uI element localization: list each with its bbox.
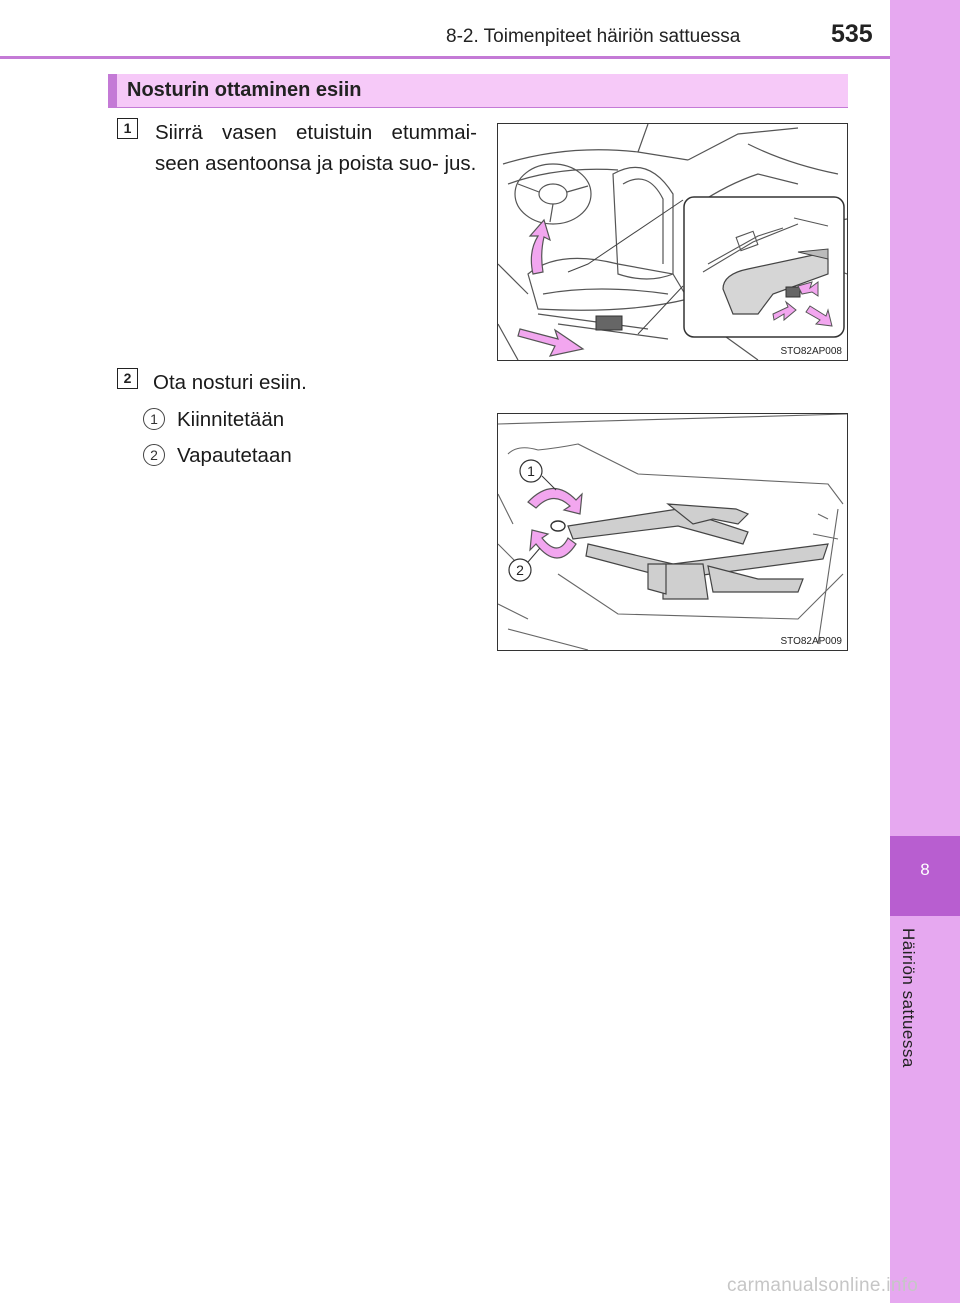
section-heading-text: Nosturin ottaminen esiin bbox=[127, 79, 362, 101]
header-rule bbox=[0, 56, 890, 59]
figure-2-code: STO82AP009 bbox=[780, 636, 842, 647]
side-tab bbox=[890, 0, 960, 1303]
seat-cover-illustration bbox=[498, 124, 847, 360]
header-section-title: 8-2. Toimenpiteet häiriön sattuessa bbox=[446, 26, 741, 47]
chapter-number: 8 bbox=[920, 860, 930, 879]
sub-item-1-label: Kiinnitetään bbox=[177, 408, 285, 431]
step-1-text: Siirrä vasen etuistuin etummai- seen asentoonsa ja poista suo- jus. bbox=[155, 121, 477, 175]
page-number: 535 bbox=[831, 20, 873, 48]
figure-1-code: STO82AP008 bbox=[780, 346, 842, 357]
section-heading bbox=[108, 74, 848, 108]
step-1-badge: 1 bbox=[117, 118, 138, 139]
chapter-title: Häiriön sattuessa bbox=[899, 928, 918, 1068]
jack-illustration bbox=[498, 414, 847, 650]
callout-2-text: 2 bbox=[516, 562, 524, 578]
sub-item-2-label: Vapautetaan bbox=[177, 444, 292, 467]
watermark: carmanualsonline.info bbox=[727, 1275, 919, 1296]
step-2-badge: 2 bbox=[117, 368, 138, 389]
callout-1-text: 1 bbox=[527, 463, 535, 479]
figure-seat-cover bbox=[497, 123, 848, 361]
chapter-tab[interactable] bbox=[890, 836, 960, 916]
figure-jack bbox=[497, 413, 848, 651]
sub-item-2-number: 2 bbox=[143, 444, 165, 466]
sub-item-1-number: 1 bbox=[143, 408, 165, 430]
step-2-text: Ota nosturi esiin. bbox=[153, 371, 307, 394]
